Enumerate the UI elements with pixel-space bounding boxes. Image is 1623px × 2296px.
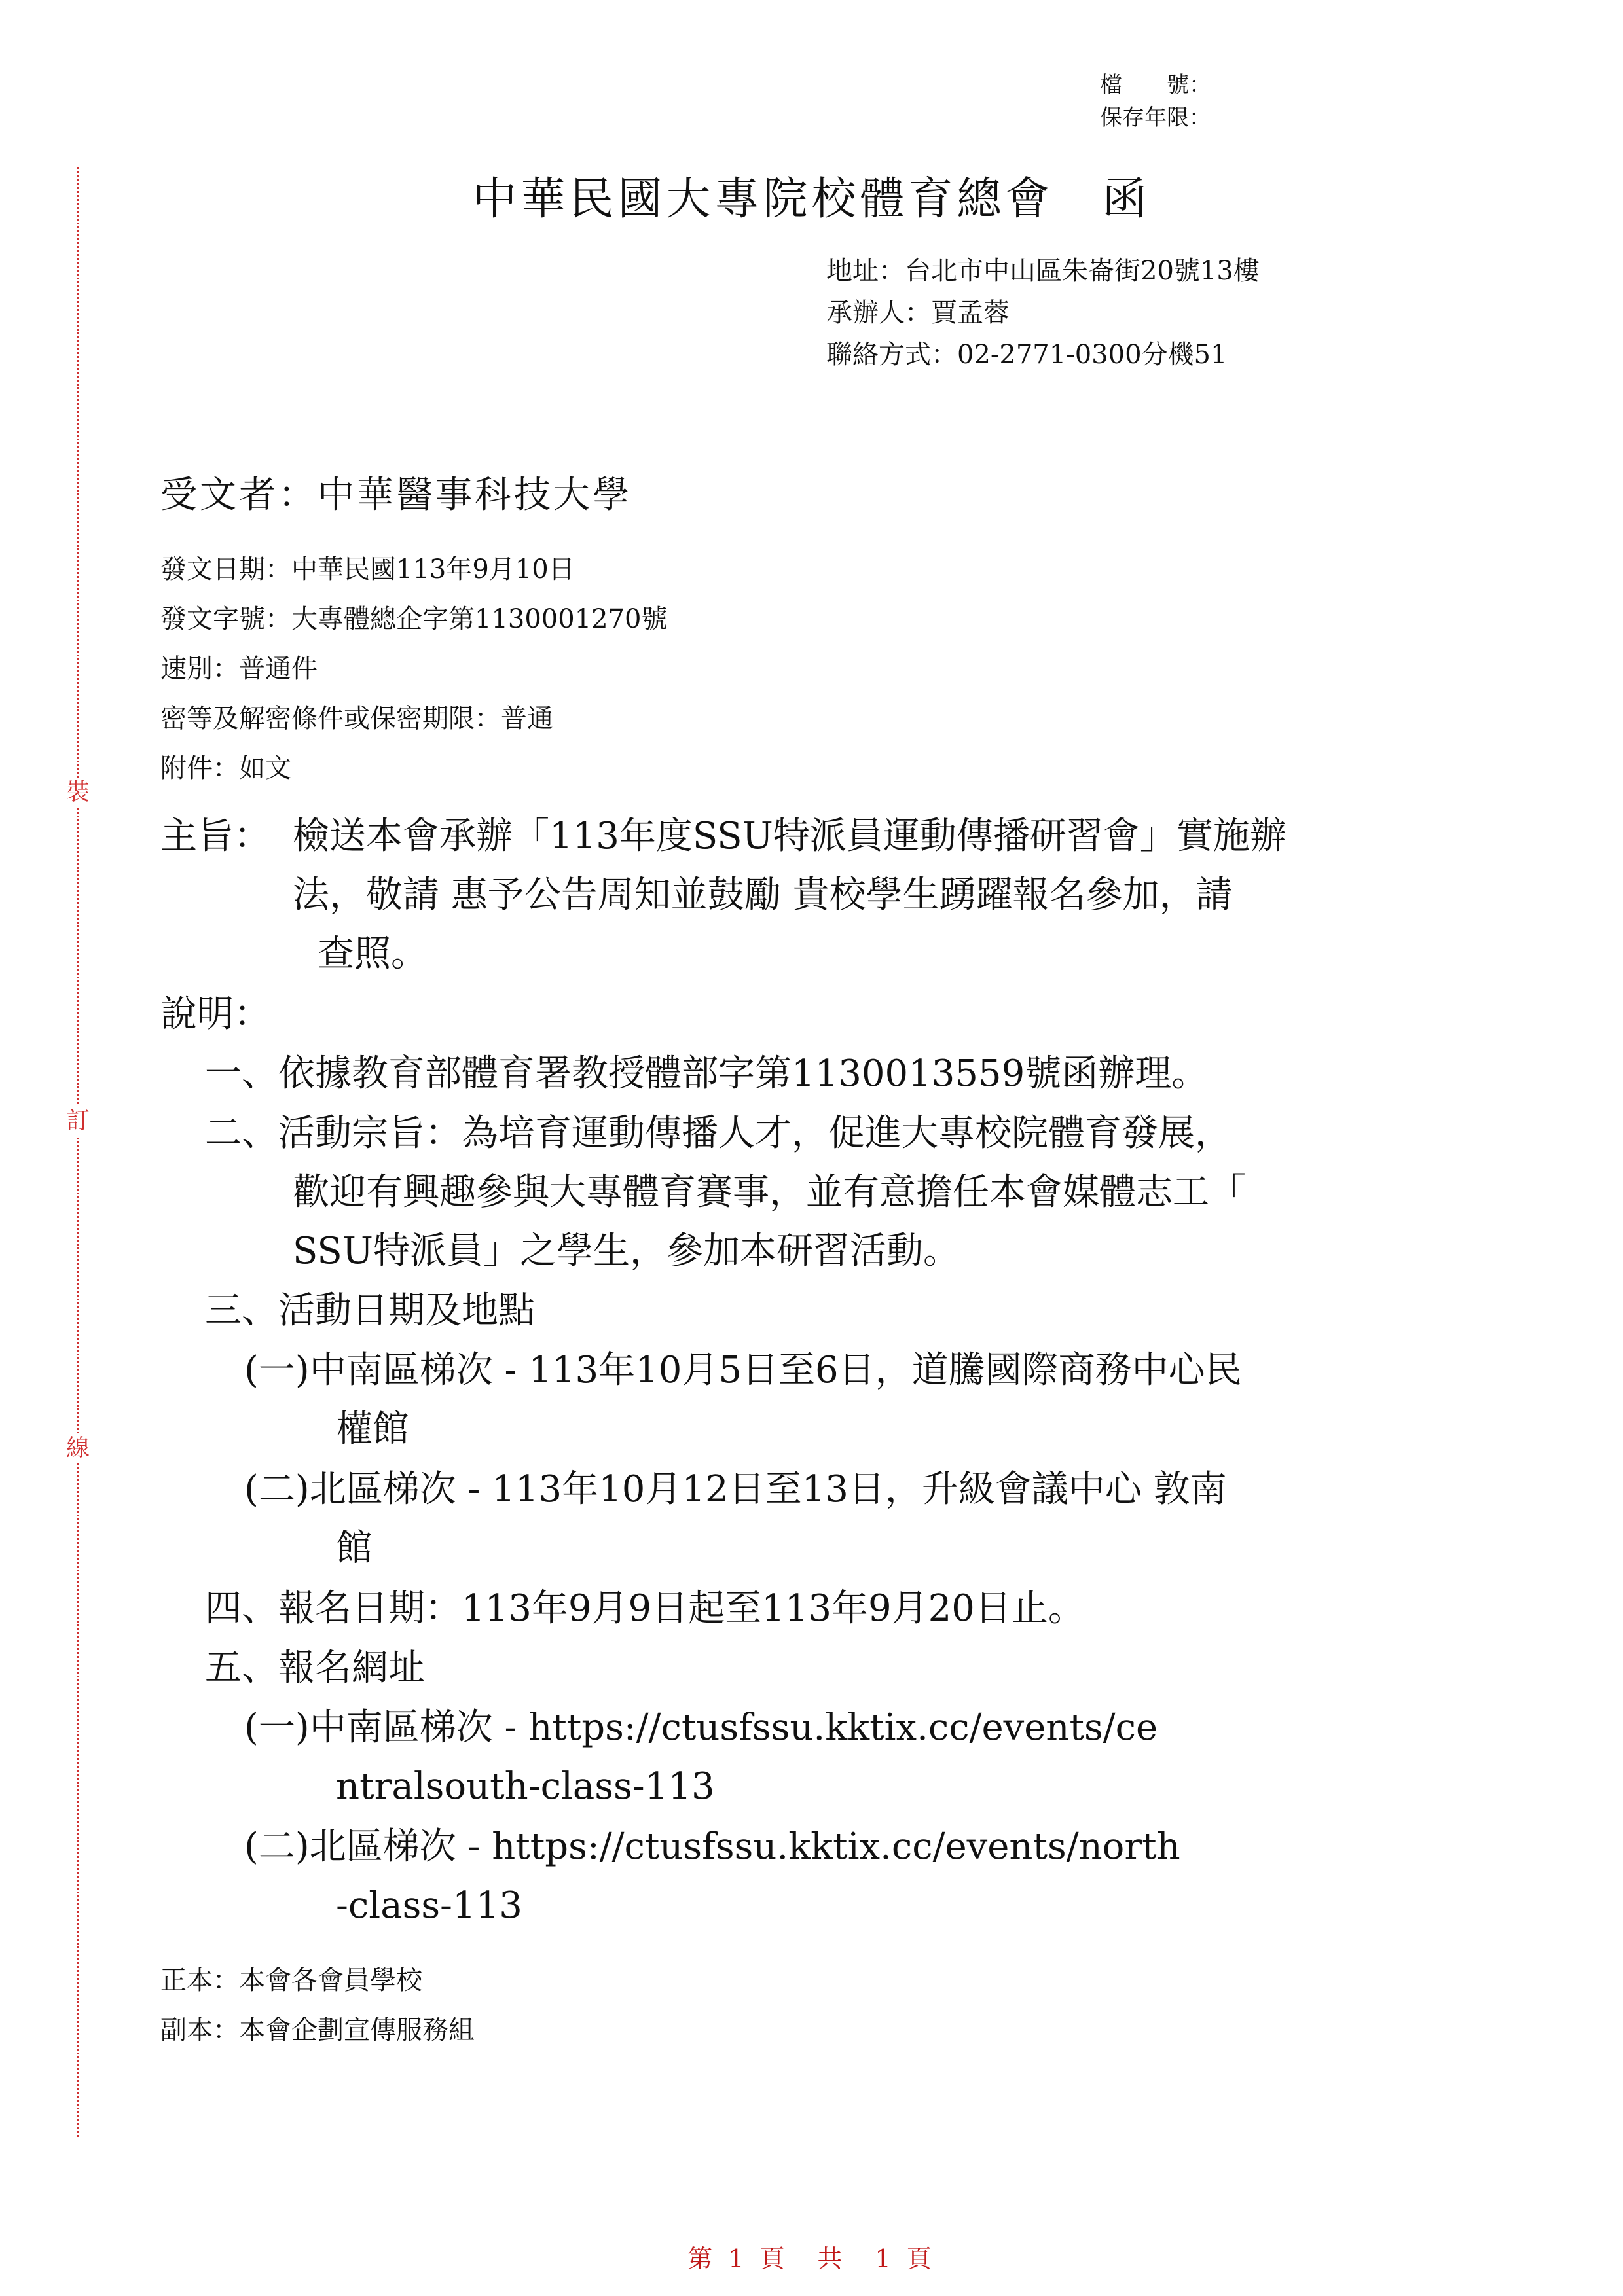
explanation-subitem: 權館 [336, 1408, 409, 1450]
file-number-label: 檔 號： [1100, 72, 1211, 98]
explanation-item: 一、依據教育部體育署教授體部字第1130013559號函辦理。 [205, 1052, 1209, 1095]
attachment: 附件：如文 [160, 753, 291, 783]
explanation-item: 二、活動宗旨：為培育運動傳播人才，促進大專校院體育發展， [205, 1112, 1231, 1155]
explanation-subitem: 館 [336, 1527, 373, 1570]
recipient: 受文者：中華醫事科技大學 [160, 474, 632, 516]
sender-block [826, 250, 1260, 376]
binding-char: 裝 [63, 778, 93, 808]
subject-line: 查照。 [318, 933, 428, 975]
explanation-item: 五、報名網址 [205, 1647, 425, 1689]
explanation-subitem: (一)中南區梯次 - https://ctusfssu.kktix.cc/events/ce [244, 1706, 1158, 1749]
subject-line: 法，敬請 惠予公告周知並鼓勵 貴校學生踴躍報名參加，請 [293, 874, 1233, 916]
file-meta [1100, 69, 1211, 134]
original-recipients: 正本：本會各會員學校 [160, 1965, 422, 1996]
binding-char: 線 [63, 1433, 93, 1463]
retention-label: 保存年限： [1100, 105, 1211, 131]
explanation-subitem: ntralsouth-class-113 [336, 1765, 715, 1808]
explanation-item: 四、報名日期：113年9月9日起至113年9月20日止。 [205, 1587, 1085, 1630]
explanation-subitem: (一)中南區梯次 - 113年10月5日至6日，道騰國際商務中心民 [244, 1349, 1242, 1391]
explanation-item: SSU特派員」之學生，參加本研習活動。 [293, 1230, 960, 1272]
secrecy: 密等及解密條件或保密期限：普通 [160, 704, 553, 734]
sender-contact-person: 承辦人：賈孟蓉 [826, 298, 1010, 328]
document-title: 中華民國大專院校體育總會 函 [472, 173, 1151, 225]
subject-label: 主旨： [160, 815, 270, 857]
speed: 速別：普通件 [160, 654, 318, 684]
sender-contact: 聯絡方式：02-2771-0300分機51 [826, 340, 1228, 370]
explanation-subitem: (二)北區梯次 - https://ctusfssu.kktix.cc/events/north [244, 1825, 1180, 1868]
binding-char: 訂 [63, 1106, 93, 1136]
binding-line [77, 167, 79, 2137]
explanation-item: 三、活動日期及地點 [205, 1289, 535, 1332]
sender-address: 地址：台北市中山區朱崙街20號13樓 [826, 256, 1260, 286]
copy-recipients: 副本：本會企劃宣傳服務組 [160, 2015, 475, 2045]
page-number: 第 1 頁 共 1 頁 [687, 2244, 936, 2273]
explanation-subitem: -class-113 [336, 1884, 522, 1927]
document-number: 發文字號：大專體總企字第1130001270號 [160, 604, 668, 634]
explanation-subitem: (二)北區梯次 - 113年10月12日至13日，升級會議中心 敦南 [244, 1468, 1227, 1511]
issue-date: 發文日期：中華民國113年9月10日 [160, 554, 575, 584]
explanation-label: 說明： [160, 993, 270, 1035]
copies-block [160, 1956, 475, 2055]
subject-line: 檢送本會承辦「113年度SSU特派員運動傳播研習會」實施辦 [293, 815, 1286, 857]
document-meta [160, 545, 668, 793]
explanation-item: 歡迎有興趣參與大專體育賽事，並有意擔任本會媒體志工「 [293, 1171, 1246, 1213]
